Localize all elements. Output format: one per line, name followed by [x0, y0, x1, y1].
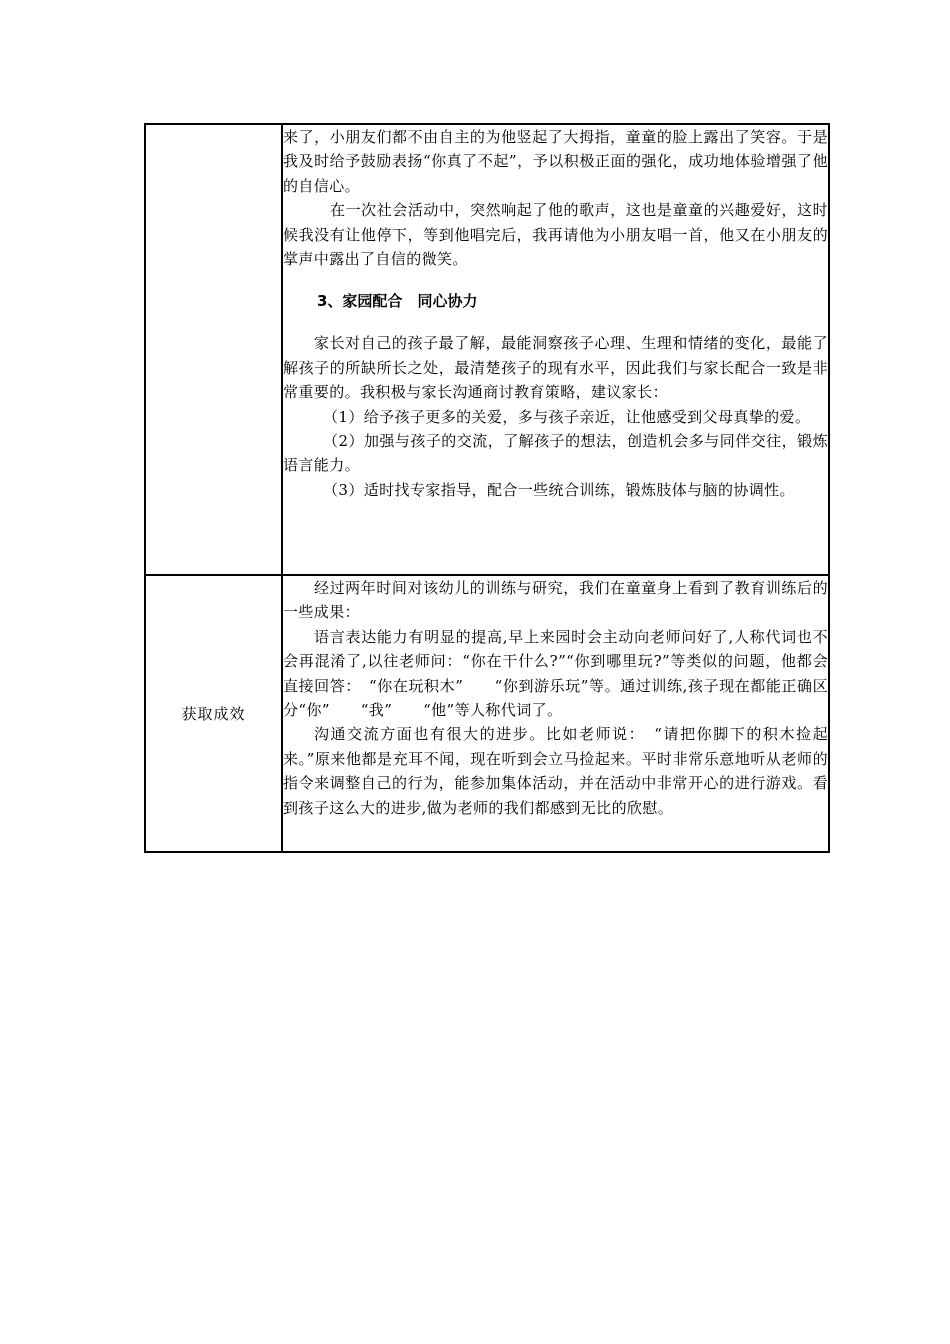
table-row — [145, 575, 829, 852]
list-item: （2）加强与孩子的交流，了解孩子的想法，创造机会多与同伴交往，锻炼语言能力。 — [283, 432, 828, 475]
row-label-cell — [145, 124, 282, 575]
paragraph: 在一次社会活动中，突然响起了他的歌声，这也是童童的兴趣爱好，这时候我没有让他停下，等到他唱完后，我再请他为小朋友唱一首，他又在小朋友的掌声中露出了自信的微笑。 — [283, 201, 828, 269]
row-label: 获取成效 — [181, 705, 246, 723]
case-table — [144, 123, 830, 853]
list-item: （1）给予孩子更多的关爱，多与孩子亲近，让他感受到父母真挚的爱。 — [323, 407, 811, 426]
section-heading: 3、家园配合 同心协力 — [317, 292, 478, 311]
row-content-cell — [282, 575, 829, 852]
paragraph: 沟通交流方面也有很大的进步。比如老师说： “请把你脚下的积木捡起来。”原来他都是充耳不闻，现在听到会立马捡起来。平时非常乐意地听从老师的指令来调整自己的行为，能参加集体活动，并在活动中非常开心的进行游戏。看到孩子这么大的进步,做为老师的我们都感到无比的欣慰。 — [283, 725, 828, 817]
list-item: （3）适时找专家指导，配合一些统合训练，锻炼肢体与脑的协调性。 — [323, 480, 795, 499]
row-label-cell — [145, 575, 282, 852]
paragraph: 来了，小朋友们都不由自主的为他竖起了大拇指，童童的脸上露出了笑容。于是我及时给予鼓励表扬“你真了不起”，予以积极正面的强化，成功地体验增强了他的自信心。 — [283, 128, 828, 195]
row-content-cell — [282, 124, 829, 575]
paragraph: 经过两年时间对该幼儿的训练与研究，我们在童童身上看到了教育训练后的一些成果： — [283, 579, 828, 622]
table-row — [145, 124, 829, 575]
paragraph: 家长对自己的孩子最了解，最能洞察孩子心理、生理和情绪的变化，最能了解孩子的所缺所长之处，最清楚孩子的现有水平，因此我们与家长配合一致是非常重要的。我积极与家长沟通商讨教育策略，建议家长： — [283, 334, 828, 402]
paragraph: 语言表达能力有明显的提高,早上来园时会主动向老师问好了,人称代词也不会再混淆了,以往老师问：“你在干什么?”“你到哪里玩?”等类似的问题，他都会直接回答： “你在玩积木” “你到游乐玩”等。通过训练,孩子现在都能正确区分“你” “我” “他”等人称代词了。 — [283, 627, 828, 720]
